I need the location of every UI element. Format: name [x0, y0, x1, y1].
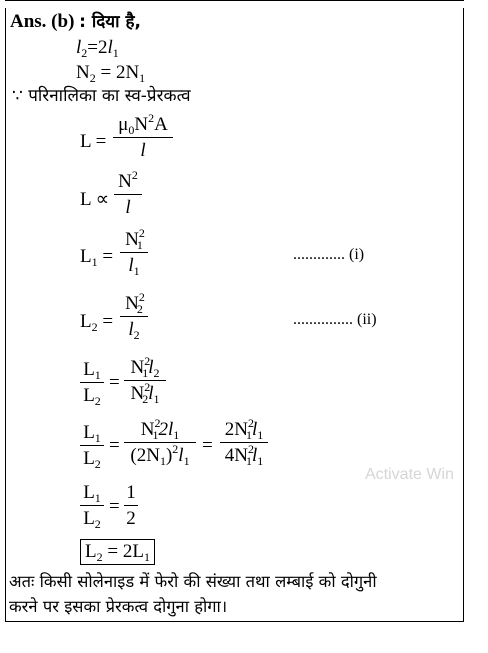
since-self-inductance-line: ∵ परिनालिका का स्व-प्रेरकत्व — [12, 86, 191, 106]
proportional-lhs: L ∝ — [80, 189, 110, 210]
result-box: $L_2 = 2L_1$ — [80, 539, 155, 565]
eq1-lhs: $L_1$ = — [80, 246, 114, 269]
given-label: : दिया है, — [79, 12, 141, 32]
eq2-lhs: $L_2$ = — [80, 311, 114, 334]
ratio1-equals: = — [109, 372, 120, 393]
eq2-fraction: $N^2_2$ $l_2$ — [120, 294, 148, 339]
ratio2-equals-2: = — [202, 435, 213, 456]
ratio3-equals: = — [109, 496, 120, 517]
inductance-fraction: $\mu_0N^2A$ l — [113, 115, 173, 160]
frame-top-line — [5, 0, 464, 1]
ratio2-equals-1: = — [109, 435, 120, 456]
proportional-fraction: $N^2$ l — [114, 172, 142, 217]
answer-header — [10, 12, 141, 31]
eq2-tag: ............... (ii) — [293, 311, 377, 328]
conclusion-line-2: करने पर इसका प्रेरकत्व दोगुना होगा। — [9, 597, 228, 616]
given-length-relation: $l_2=2l_1$ — [76, 37, 119, 60]
given-turns-relation: $N_2 = 2N_1$ — [76, 62, 146, 85]
ratio3-lhs-fraction: $L_1$ $L_2$ — [80, 483, 104, 528]
inductance-lhs: L = — [80, 131, 107, 152]
conclusion-line-1: अतः किसी सोलेनाइड में फेरो की संख्या तथा लम्बाई को दोगुनी — [9, 572, 377, 591]
eq1-tag: ............. (i) — [293, 246, 365, 263]
ratio2-lhs-fraction: $L_1$ $L_2$ — [80, 423, 104, 468]
ratio2-middle-fraction: $N^2_12l_1$ $(2N_1)^2l_1$ — [124, 420, 196, 465]
activate-windows-watermark: Activate Win — [365, 466, 454, 483]
eq1-fraction: $N^2_1$ $l_1$ — [120, 230, 148, 275]
answer-label: Ans. (b) — [10, 11, 75, 32]
ratio3-rhs-fraction: 1 2 — [124, 483, 138, 528]
ratio2-right-fraction: $2N^2_1l_1$ $4N^2_1l_1$ — [220, 420, 268, 465]
ratio1-lhs-fraction: $L_1$ $L_2$ — [80, 360, 104, 405]
ratio1-rhs-fraction: $N^2_1l_2$ $N^2_2l_1$ — [124, 358, 166, 403]
